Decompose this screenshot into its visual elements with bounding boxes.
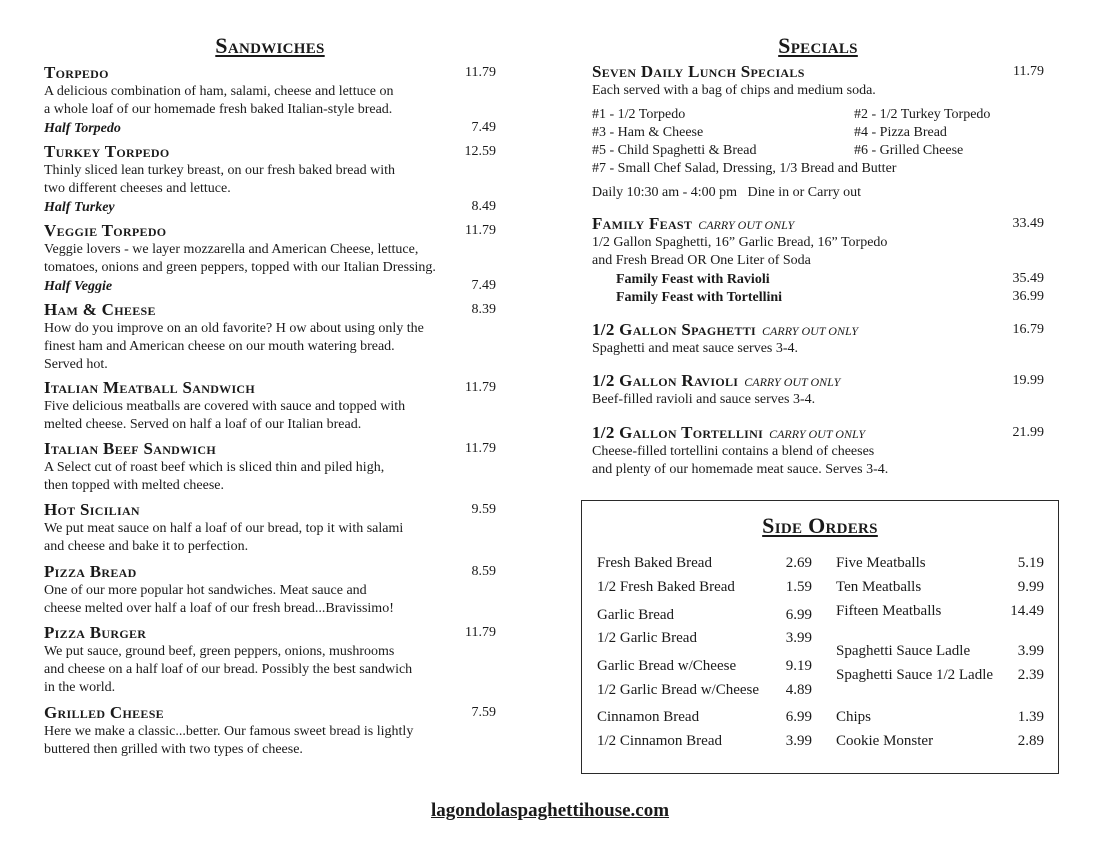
side-item-name: 1/2 Fresh Baked Bread	[597, 579, 735, 595]
menu-item-family-feast	[592, 214, 1044, 306]
item-description-line: Cheese-filled tortellini contains a blend of cheeses	[592, 444, 875, 459]
side-item-name: Ten Meatballs	[836, 579, 922, 595]
item-description-line: A delicious combination of ham, salami, cheese and lettuce on	[44, 84, 394, 99]
menu-item-pizza-burger	[44, 623, 496, 697]
specials-title: Specials	[778, 33, 858, 58]
side-item-name: 1/2 Garlic Bread w/Cheese	[597, 682, 760, 698]
side-item-name: Five Meatballs	[836, 555, 926, 571]
item-description-line: and Fresh Bread OR One Liter of Soda	[592, 253, 811, 268]
half-item-price: 7.49	[471, 278, 496, 293]
item-description-line: Spaghetti and meat sauce serves 3-4.	[592, 341, 799, 356]
item-price: 11.79	[465, 65, 496, 80]
side-item-name: Cinnamon Bread	[597, 709, 700, 725]
side-item-name: Spaghetti Sauce 1/2 Ladle	[836, 667, 994, 683]
lunch-combo: #3 - Ham & Cheese	[592, 125, 704, 140]
side-item	[836, 707, 1044, 727]
item-name: 1/2 Gallon Spaghetti	[592, 320, 757, 339]
side-orders-title: Side Orders	[762, 513, 878, 538]
side-item	[597, 605, 812, 625]
side-item-price: 2.69	[785, 555, 812, 571]
carry-out-tag: CARRY OUT ONLY	[698, 218, 795, 232]
item-name: Family Feast	[592, 214, 693, 233]
menu-item-italian-beef	[44, 439, 496, 495]
side-item	[836, 601, 1044, 621]
item-description-line: two different cheeses and lettuce.	[44, 181, 231, 196]
item-name: Veggie Torpedo	[44, 221, 167, 240]
item-description-line: Here we make a classic...better. Our famous sweet bread is lightly	[44, 724, 414, 739]
half-item-name: Half Turkey	[44, 200, 115, 215]
carry-out-tag: CARRY OUT ONLY	[762, 324, 859, 338]
item-price: 7.59	[471, 705, 496, 720]
menu-item-hot-sicilian	[44, 500, 496, 556]
side-item	[836, 553, 1044, 573]
item-description-line: cheese melted over half a loaf of our fresh bread...Bravissimo!	[44, 601, 394, 616]
menu-item-turkey-torpedo	[44, 142, 496, 216]
lunch-combo: #7 - Small Chef Salad, Dressing, 1/3 Bread and Butter	[592, 161, 897, 176]
item-description-line: then topped with melted cheese.	[44, 478, 224, 493]
sub-item-price: 35.49	[1012, 271, 1044, 286]
item-description-line: Five delicious meatballs are covered with sauce and topped with	[44, 399, 406, 414]
half-item-name: Half Veggie	[44, 279, 113, 294]
side-item	[836, 641, 1044, 661]
side-item-name: Garlic Bread	[597, 607, 675, 623]
side-item	[597, 553, 812, 573]
item-name: Seven Daily Lunch Specials	[592, 62, 805, 81]
item-price: 8.39	[471, 302, 496, 317]
item-name: Ham & Cheese	[44, 300, 156, 319]
item-price: 21.99	[1012, 425, 1044, 440]
side-item-price: 3.99	[785, 630, 812, 646]
side-item-name: Chips	[836, 709, 872, 725]
side-item	[836, 731, 1044, 751]
side-item-price: 14.49	[1010, 603, 1044, 619]
lunch-hours: Daily 10:30 am - 4:00 pm Dine in or Carry out	[592, 185, 862, 200]
item-description-line: and plenty of our homemade meat sauce. Serves 3-4.	[592, 462, 889, 477]
side-item-name: Spaghetti Sauce Ladle	[836, 643, 971, 659]
item-description-line: and cheese and bake it to perfection.	[44, 539, 249, 554]
side-item-price: 1.39	[1017, 709, 1044, 725]
item-price: 11.79	[465, 441, 496, 456]
side-item-price: 4.89	[785, 682, 812, 698]
side-orders-box	[581, 500, 1059, 774]
sub-item-name: Family Feast with Tortellini	[616, 290, 783, 305]
side-item-price: 6.99	[785, 709, 812, 725]
side-item-price: 3.99	[785, 733, 812, 749]
side-item-price: 5.19	[1017, 555, 1044, 571]
item-description-line: One of our more popular hot sandwiches. Meat sauce and	[44, 583, 367, 598]
lunch-combo: #1 - 1/2 Torpedo	[592, 107, 686, 122]
carry-out-tag: CARRY OUT ONLY	[769, 427, 866, 441]
item-description-line: and cheese on a half loaf of our bread. Possibly the best sandwich	[44, 662, 413, 677]
item-description-line: finest ham and American cheese on our mouth watering bread.	[44, 339, 395, 354]
item-price: 9.59	[471, 502, 496, 517]
menu-item-veggie-torpedo	[44, 221, 496, 295]
item-name: 1/2 Gallon Ravioli	[592, 371, 739, 390]
item-name: Hot Sicilian	[44, 500, 140, 519]
menu-item-pizza-bread	[44, 562, 496, 618]
item-description-line: How do you improve on an old favorite? H ow about using only the	[44, 321, 424, 336]
side-item	[836, 665, 1044, 685]
lunch-combo: #5 - Child Spaghetti & Bread	[592, 143, 757, 158]
side-item-name: Cookie Monster	[836, 733, 934, 749]
side-item	[597, 707, 812, 727]
item-description-line: buttered then grilled with two types of cheese.	[44, 742, 303, 757]
item-description-line: We put sauce, ground beef, green peppers, onions, mushrooms	[44, 644, 395, 659]
lunch-combo-list	[592, 106, 1044, 160]
menu-item-gallon-tortellini	[592, 423, 1044, 479]
menu-item-gallon-ravioli	[592, 371, 1044, 409]
item-description-line: a whole loaf of our homemade fresh baked Italian-style bread.	[44, 102, 393, 117]
item-description-line: Each served with a bag of chips and medium soda.	[592, 83, 876, 98]
lunch-combo: #2 - 1/2 Turkey Torpedo	[854, 107, 991, 122]
item-name: Pizza Burger	[44, 623, 147, 642]
item-price: 8.59	[471, 564, 496, 579]
side-item-price: 1.59	[785, 579, 812, 595]
item-price: 11.79	[465, 223, 496, 238]
half-item-price: 7.49	[471, 120, 496, 135]
side-item	[836, 577, 1044, 597]
item-name: Turkey Torpedo	[44, 142, 170, 161]
item-description-line: Thinly sliced lean turkey breast, on our fresh baked bread with	[44, 163, 396, 178]
item-description-line: A Select cut of roast beef which is sliced thin and piled high,	[44, 460, 385, 475]
item-price: 19.99	[1012, 373, 1044, 388]
item-name: Torpedo	[44, 63, 109, 82]
side-item-name: 1/2 Garlic Bread	[597, 630, 697, 646]
item-name: 1/2 Gallon Tortellini	[592, 423, 764, 442]
carry-out-tag: CARRY OUT ONLY	[744, 375, 841, 389]
side-item-name: Fifteen Meatballs	[836, 603, 942, 619]
item-price: 16.79	[1012, 322, 1044, 337]
item-description-line: 1/2 Gallon Spaghetti, 16” Garlic Bread, 16” Torpedo	[592, 235, 888, 250]
item-name: Pizza Bread	[44, 562, 137, 581]
item-description-line: in the world.	[44, 680, 116, 695]
side-item-name: 1/2 Cinnamon Bread	[597, 733, 722, 749]
side-item	[597, 680, 812, 700]
menu-item-italian-meatball	[44, 378, 496, 434]
item-price: 33.49	[1012, 216, 1044, 231]
side-item-price: 2.89	[1017, 733, 1044, 749]
side-item-price: 6.99	[785, 607, 812, 623]
side-item	[597, 628, 812, 648]
sub-item-name: Family Feast with Ravioli	[616, 272, 770, 287]
side-item-price: 9.99	[1017, 579, 1044, 595]
item-description-line: Beef-filled ravioli and sauce serves 3-4.	[592, 392, 816, 407]
item-description-line: tomatoes, onions and green peppers, topped with our Italian Dressing.	[44, 260, 436, 275]
item-price: 11.79	[465, 380, 496, 395]
item-description-line: Veggie lovers - we layer mozzarella and American Cheese, lettuce,	[44, 242, 419, 257]
item-name: Italian Meatball Sandwich	[44, 378, 256, 397]
sandwiches-title: Sandwiches	[215, 33, 325, 58]
side-item-price: 3.99	[1017, 643, 1044, 659]
sub-item-price: 36.99	[1012, 289, 1044, 304]
menu-item-gallon-spaghetti	[592, 320, 1044, 358]
item-price: 11.79	[465, 625, 496, 640]
menu-item-lunch-specials	[592, 62, 1044, 202]
side-item	[597, 731, 812, 751]
half-item-name: Half Torpedo	[44, 121, 121, 136]
side-item-name: Fresh Baked Bread	[597, 555, 712, 571]
lunch-combo: #4 - Pizza Bread	[854, 125, 947, 140]
menu-item-ham-cheese	[44, 300, 496, 374]
lunch-combo: #6 - Grilled Cheese	[854, 143, 964, 158]
item-price: 11.79	[1013, 64, 1044, 79]
side-item	[597, 656, 812, 676]
item-description-line: We put meat sauce on half a loaf of our bread, top it with salami	[44, 521, 404, 536]
item-description-line: melted cheese. Served on half a loaf of our Italian bread.	[44, 417, 362, 432]
side-item-name: Garlic Bread w/Cheese	[597, 658, 737, 674]
side-item-price: 2.39	[1017, 667, 1044, 683]
item-price: 12.59	[464, 144, 496, 159]
item-name: Grilled Cheese	[44, 703, 164, 722]
side-item	[597, 577, 812, 597]
menu-item-torpedo	[44, 63, 496, 137]
website-link[interactable]: lagondolaspaghettihouse.com	[430, 800, 670, 821]
item-name: Italian Beef Sandwich	[44, 439, 216, 458]
item-description-line: Served hot.	[44, 357, 108, 372]
side-item-price: 9.19	[785, 658, 812, 674]
half-item-price: 8.49	[471, 199, 496, 214]
menu-item-grilled-cheese	[44, 703, 496, 759]
